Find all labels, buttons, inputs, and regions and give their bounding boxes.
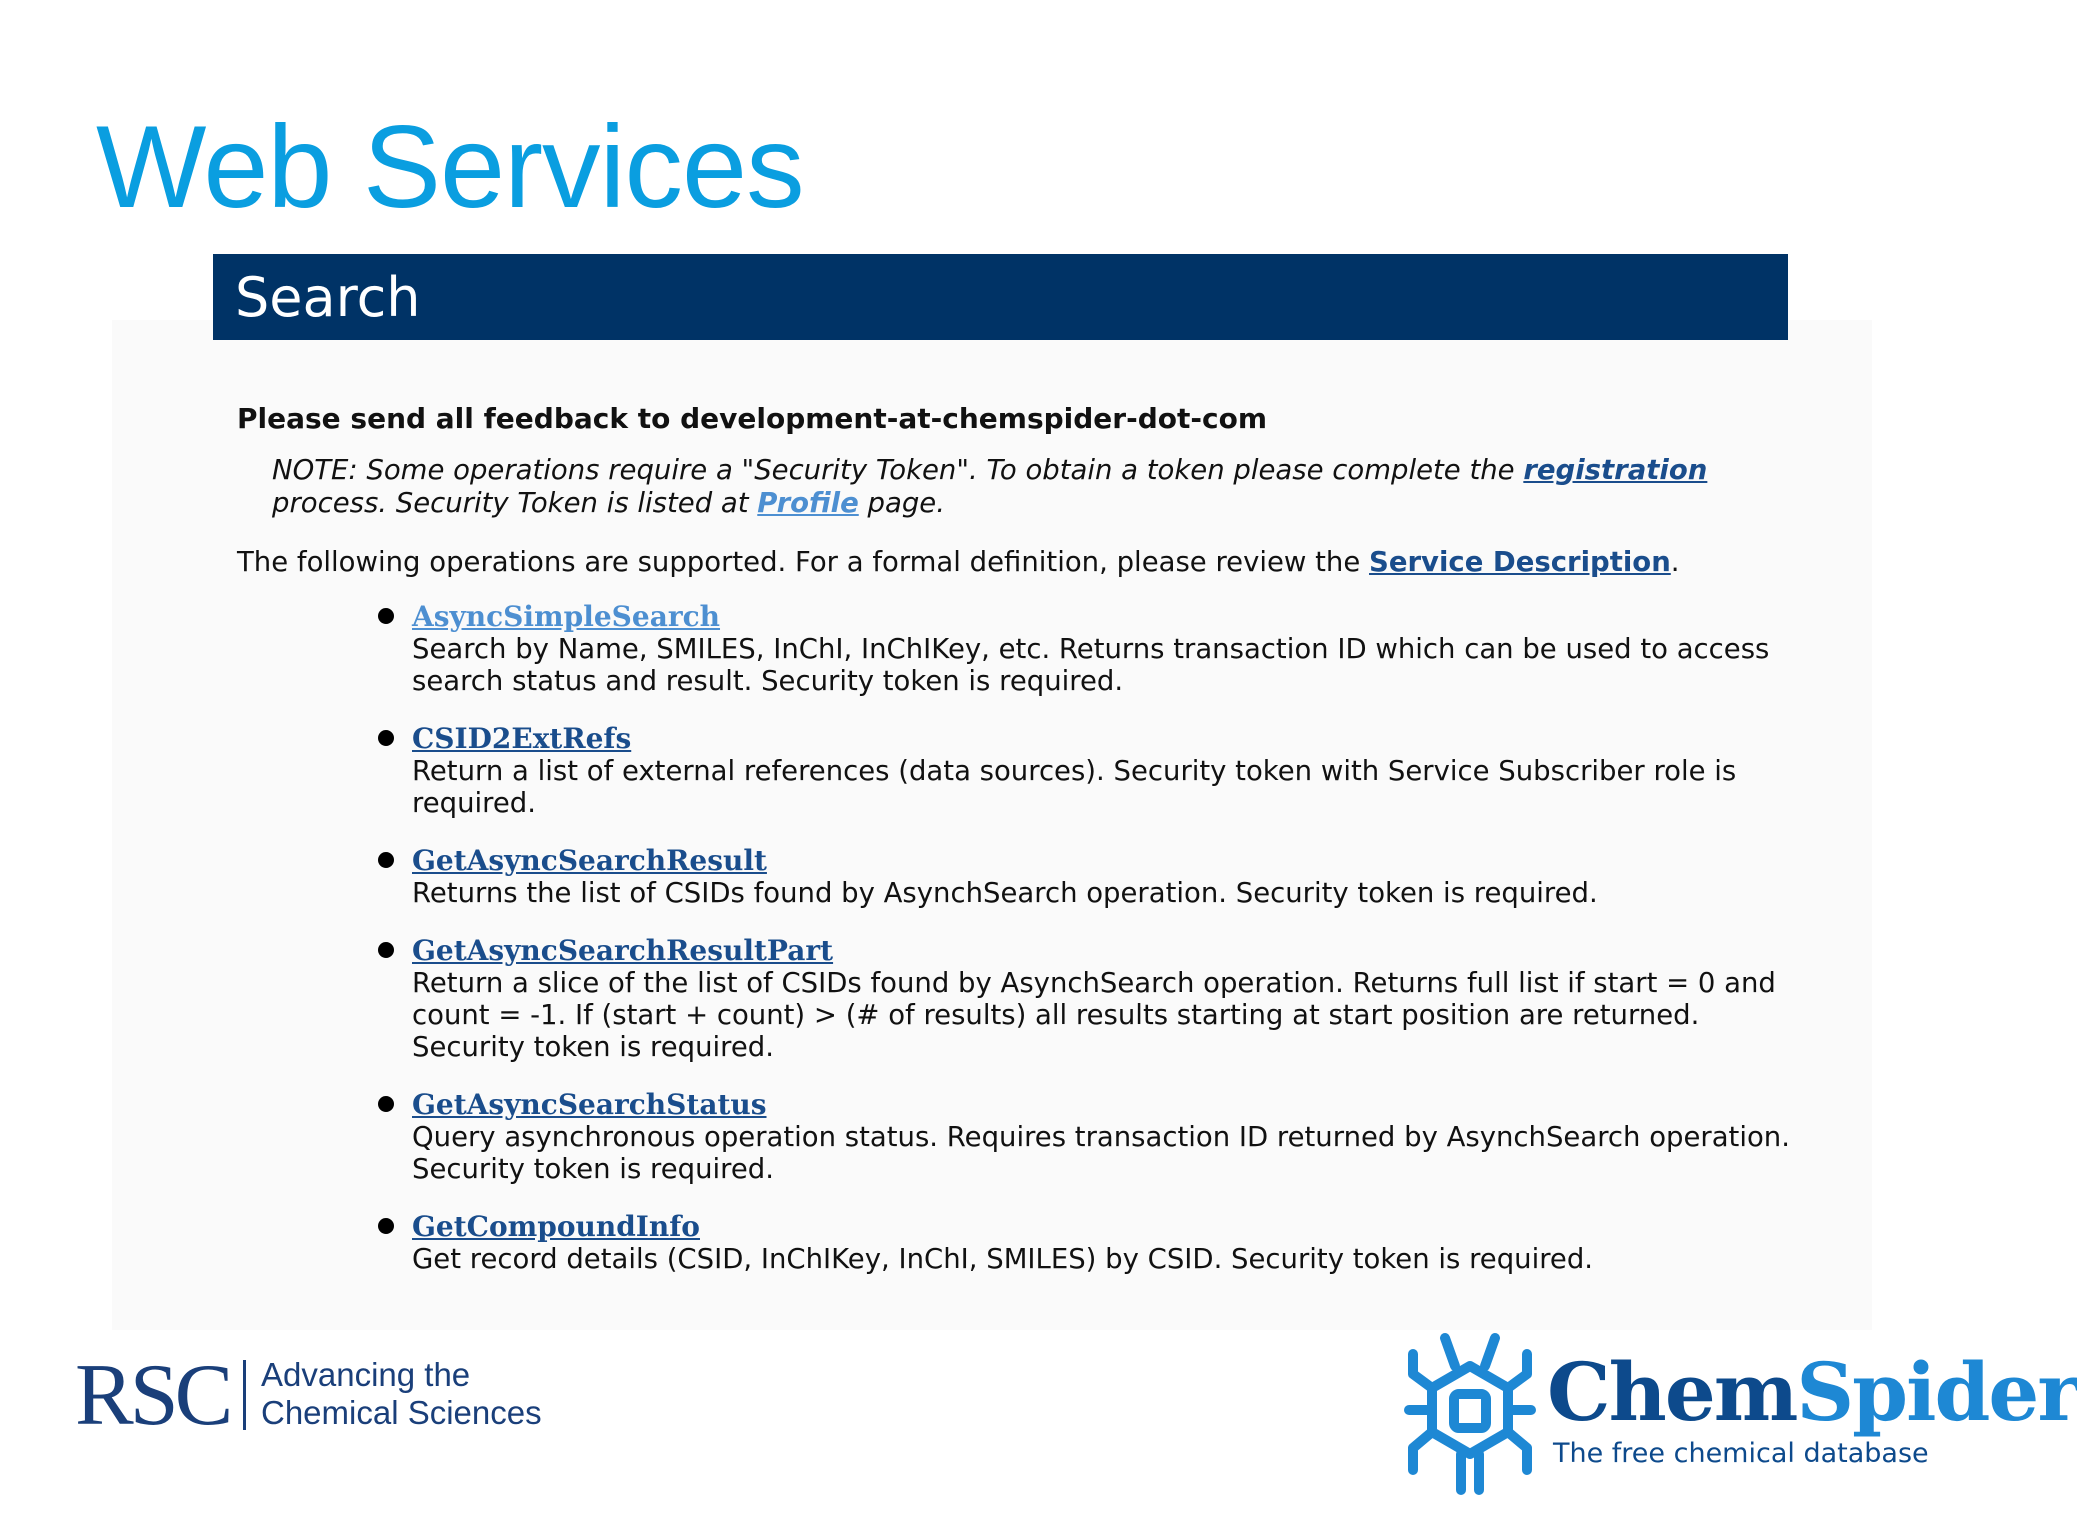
operation-link-get-async-search-result[interactable]: GetAsyncSearchResult: [412, 844, 767, 877]
operation-item: [412, 1089, 1797, 1185]
chemspider-logo-name: [1547, 1345, 2077, 1439]
bullet-icon: [378, 608, 394, 624]
feedback-notice: Please send all feedback to development-at-chemspider-dot-com: [237, 402, 1268, 435]
rsc-logo-mark: RSC: [75, 1347, 230, 1444]
spider-molecule-icon: [1405, 1330, 1535, 1500]
page-content: [237, 398, 1797, 1301]
operation-link-async-simple-search[interactable]: AsyncSimpleSearch: [412, 600, 721, 633]
bullet-icon: [378, 730, 394, 746]
operation-item: [412, 1211, 1797, 1275]
chemspider-logo: [1405, 1330, 2077, 1500]
operation-description: Search by Name, SMILES, InChI, InChIKey, etc. Returns transaction ID which can be used to access search status and result. Security token is required.: [412, 633, 1770, 697]
operations-list: [237, 601, 1797, 1275]
search-header-title: Search: [235, 266, 421, 329]
chemspider-logo-tagline: The free chemical database: [1553, 1438, 1929, 1469]
intro-text: The following operations are supported. For a formal definition, please review the: [237, 546, 1370, 578]
operation-description: Return a list of external references (data sources). Security token with Service Subscriber role is required.: [412, 755, 1737, 819]
operation-link-get-async-search-status[interactable]: GetAsyncSearchStatus: [412, 1088, 767, 1121]
intro-end: .: [1670, 546, 1680, 578]
registration-link[interactable]: registration: [1523, 454, 1708, 486]
rsc-tagline-line1: Advancing the: [261, 1356, 471, 1393]
note-text-1: NOTE: Some operations require a "Security Token". To obtain a token please complete the: [272, 454, 1524, 486]
operation-item: [412, 845, 1797, 909]
rsc-tagline-line2: Chemical Sciences: [261, 1394, 542, 1431]
bullet-icon: [378, 942, 394, 958]
slide-title: Web Services: [96, 101, 804, 232]
operation-description: Get record details (CSID, InChIKey, InChI, SMILES) by CSID. Security token is required.: [412, 1243, 1594, 1275]
profile-link[interactable]: Profile: [757, 487, 859, 519]
operation-item: [412, 935, 1797, 1063]
service-description-link[interactable]: Service Description: [1369, 546, 1671, 578]
bullet-icon: [378, 1218, 394, 1234]
security-token-note: [272, 454, 1797, 520]
operations-intro: [237, 546, 1797, 579]
chemspider-name-chem: Chem: [1547, 1345, 1797, 1439]
rsc-logo-tagline: [261, 1356, 561, 1432]
rsc-logo-divider: [243, 1360, 246, 1430]
search-header-bar: [213, 254, 1788, 340]
note-text-2: process. Security Token is listed at: [272, 487, 758, 519]
note-text-3: page.: [858, 487, 945, 519]
chemspider-name-spider: Spider: [1796, 1345, 2077, 1439]
operation-description: Return a slice of the list of CSIDs found by AsynchSearch operation. Returns full list if start = 0 and count = -1. If (start + count) > (# of results) all results starting at start position are returned. Security token is required.: [412, 967, 1776, 1063]
operation-description: Query asynchronous operation status. Requires transaction ID returned by AsynchSearch operation. Security token is required.: [412, 1121, 1790, 1185]
bullet-icon: [378, 852, 394, 868]
operation-item: [412, 723, 1797, 819]
operation-item: [412, 601, 1797, 697]
operation-description: Returns the list of CSIDs found by AsynchSearch operation. Security token is required.: [412, 877, 1598, 909]
operation-link-csid2extrefs[interactable]: CSID2ExtRefs: [412, 722, 632, 755]
operation-link-get-compound-info[interactable]: GetCompoundInfo: [412, 1210, 700, 1243]
bullet-icon: [378, 1096, 394, 1112]
operation-link-get-async-search-result-part[interactable]: GetAsyncSearchResultPart: [412, 934, 834, 967]
